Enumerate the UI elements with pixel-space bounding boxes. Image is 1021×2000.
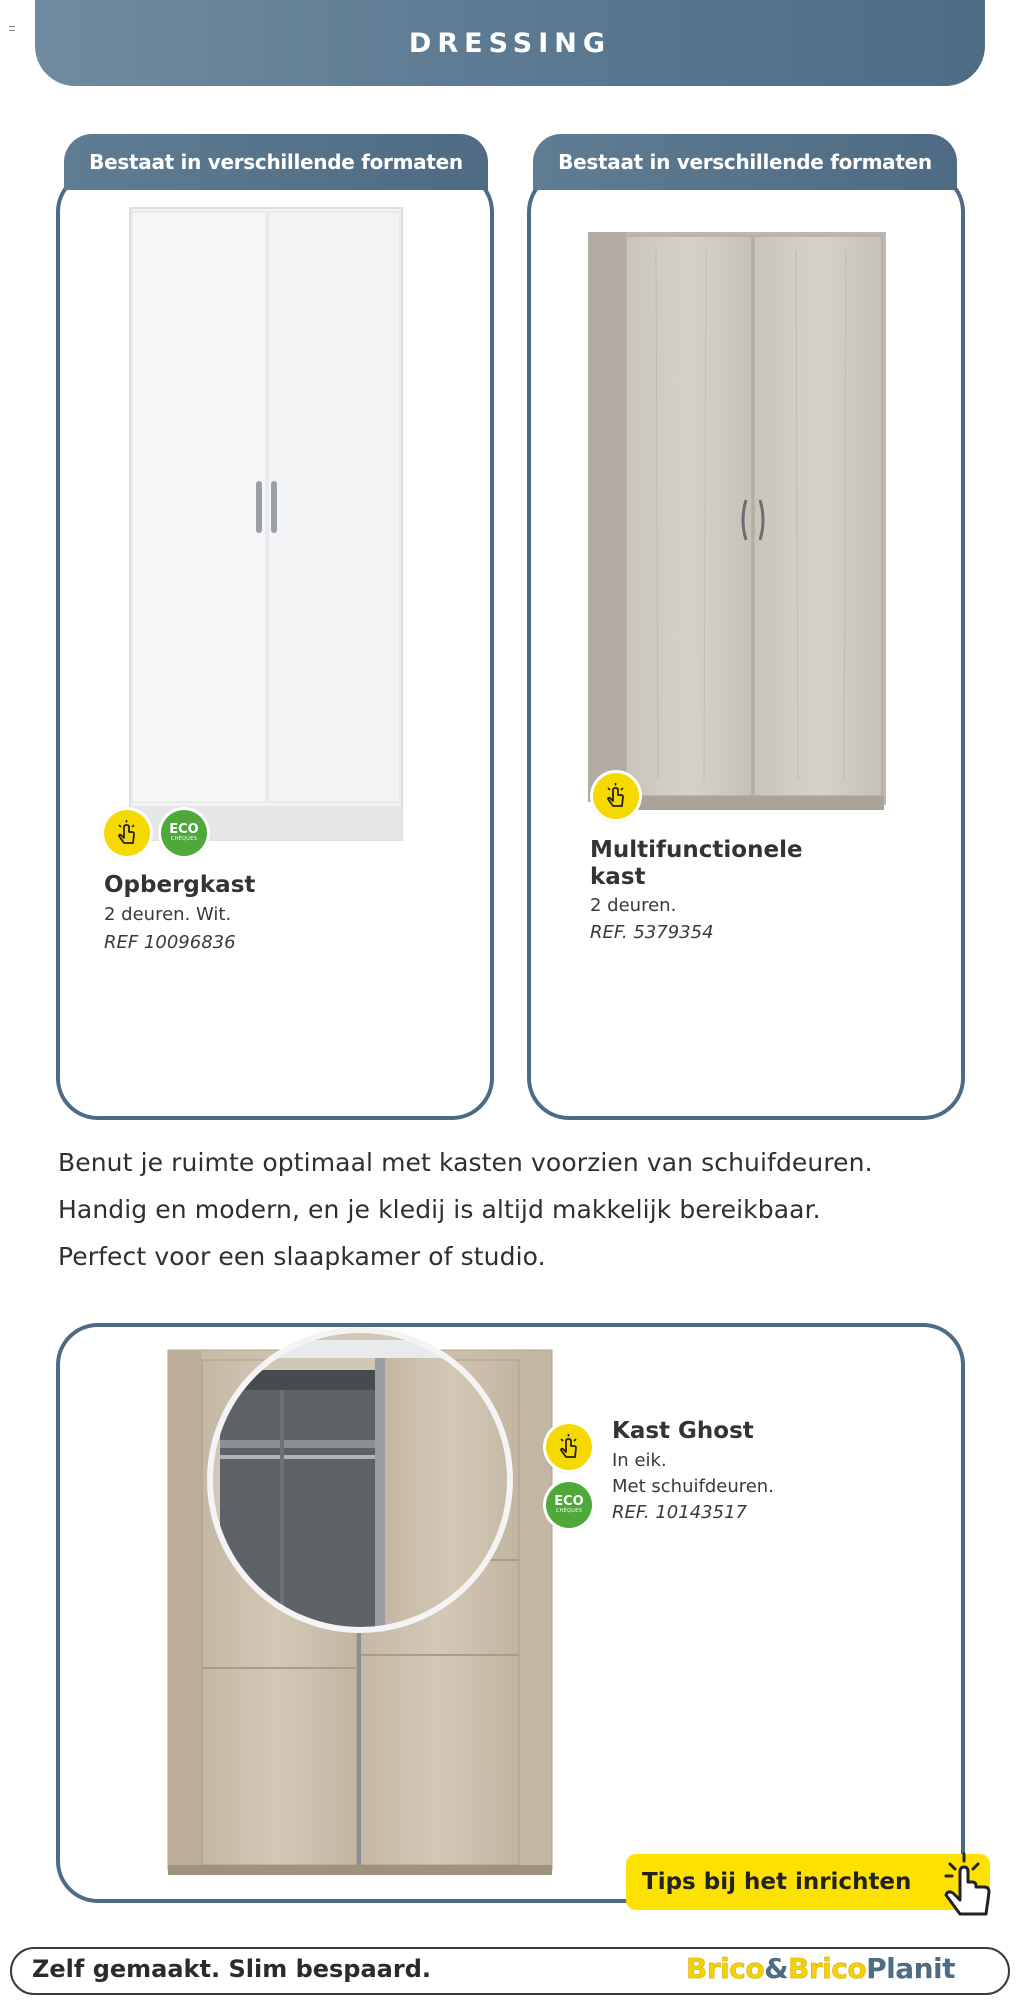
white-wardrobe-image xyxy=(128,206,404,842)
product-desc-multifunctionele-kast: 2 deuren. xyxy=(590,895,677,916)
header-band xyxy=(35,0,985,86)
tips-button-label: Tips bij het inrichten xyxy=(642,1869,912,1895)
eco-cheques-icon xyxy=(546,1482,592,1528)
pointing-hand-icon xyxy=(930,1848,1010,1928)
eco-label: ECO xyxy=(169,822,199,837)
page-title: DRESSING xyxy=(408,27,612,59)
product-title-multifunctionele-kast-line1: Multifunctionele xyxy=(590,837,803,863)
hand-click-icon xyxy=(546,1424,592,1470)
eco-label: ECO xyxy=(554,1494,584,1509)
body-text-line1: Benut je ruimte optimaal met kasten voorzien van schuifdeuren. xyxy=(58,1148,873,1177)
product-ref-kast-ghost: REF. 10143517 xyxy=(612,1502,747,1523)
formats-pill-left: Bestaat in verschillende formaten xyxy=(64,134,488,190)
oak-wardrobe-image xyxy=(586,230,886,815)
footer-tagline: Zelf gemaakt. Slim bespaard. xyxy=(32,1955,432,1983)
product-desc-kast-ghost-line2: Met schuifdeuren. xyxy=(612,1476,774,1497)
product-desc-kast-ghost-line1: In eik. xyxy=(612,1450,667,1471)
product-ref-multifunctionele-kast: REF. 5379354 xyxy=(590,922,714,943)
product-title-opbergkast: Opbergkast xyxy=(104,872,256,898)
sliding-door-wardrobe-image xyxy=(160,1310,560,1880)
product-desc-opbergkast: 2 deuren. Wit. xyxy=(104,904,232,925)
product-ref-opbergkast: REF 10096836 xyxy=(104,932,236,953)
formats-pill-right: Bestaat in verschillende formaten xyxy=(533,134,957,190)
eco-sub-label: CHÈQUES xyxy=(555,1508,583,1514)
hand-click-icon xyxy=(593,773,639,819)
corner-mark xyxy=(9,26,15,31)
hand-click-icon xyxy=(104,810,150,856)
product-title-multifunctionele-kast-line2: kast xyxy=(590,864,646,890)
product-title-kast-ghost: Kast Ghost xyxy=(612,1418,754,1444)
body-text-line3: Perfect voor een slaapkamer of studio. xyxy=(58,1242,546,1271)
body-text-line2: Handig en modern, en je kledij is altijd makkelijk bereikbaar. xyxy=(58,1195,821,1224)
eco-cheques-icon xyxy=(161,810,207,856)
eco-sub-label: CHÈQUES xyxy=(170,836,198,842)
brico-planit-logo[interactable]: Brico&BricoPlanit xyxy=(686,1952,956,1985)
